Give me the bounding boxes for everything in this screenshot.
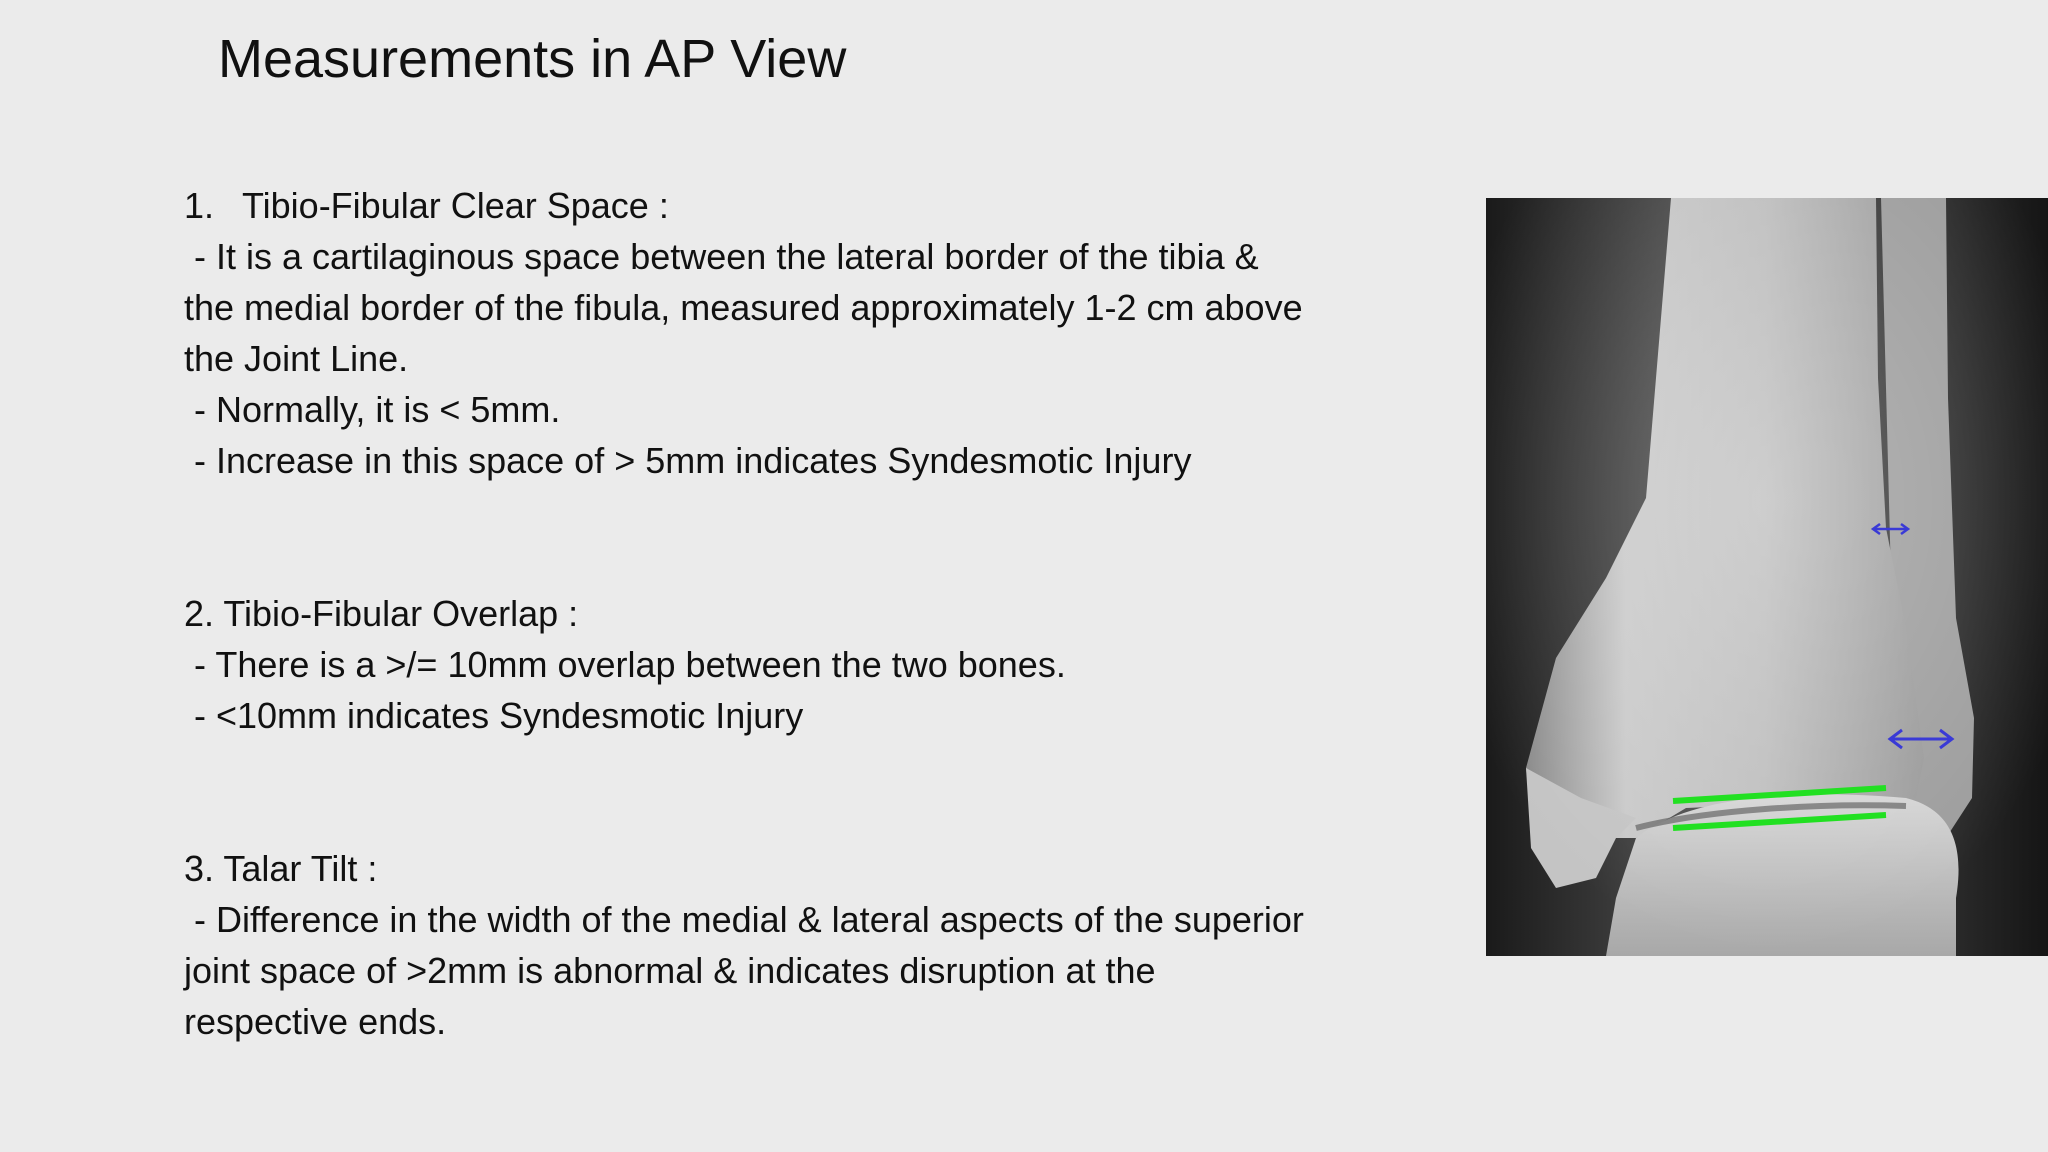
section-heading-text: Tibio-Fibular Clear Space :: [242, 185, 669, 226]
body-line: - It is a cartilaginous space between the lateral border of the tibia &: [184, 236, 1259, 277]
body-line: respective ends.: [184, 1001, 447, 1042]
slide-title: Measurements in AP View: [218, 29, 847, 89]
body-line: joint space of >2mm is abnormal & indicates disruption at the: [184, 950, 1156, 991]
xray-highlight: [1486, 198, 2048, 956]
body-line: the Joint Line.: [184, 338, 409, 379]
body-line: - There is a >/= 10mm overlap between the two bones.: [184, 644, 1066, 685]
section-heading: [184, 180, 1444, 231]
body-line: - Increase in this space of > 5mm indicates Syndesmotic Injury: [184, 440, 1192, 481]
section-talar-tilt: [184, 843, 1444, 1047]
slide-body: [184, 180, 1444, 1047]
section-heading: 2. Tibio-Fibular Overlap :: [184, 593, 579, 634]
section-heading: 3. Talar Tilt :: [184, 848, 378, 889]
body-line: the medial border of the fibula, measured approximately 1-2 cm above: [184, 287, 1303, 328]
ankle-xray-image: [1486, 198, 2048, 956]
section-number: 1.: [184, 185, 215, 226]
section-clear-space: [184, 180, 1444, 486]
body-line: - <10mm indicates Syndesmotic Injury: [184, 695, 804, 736]
body-line: - Difference in the width of the medial & lateral aspects of the superior: [184, 899, 1304, 940]
xray-drawing: [1486, 198, 2048, 956]
section-overlap: [184, 588, 1444, 741]
body-line: - Normally, it is < 5mm.: [184, 389, 561, 430]
